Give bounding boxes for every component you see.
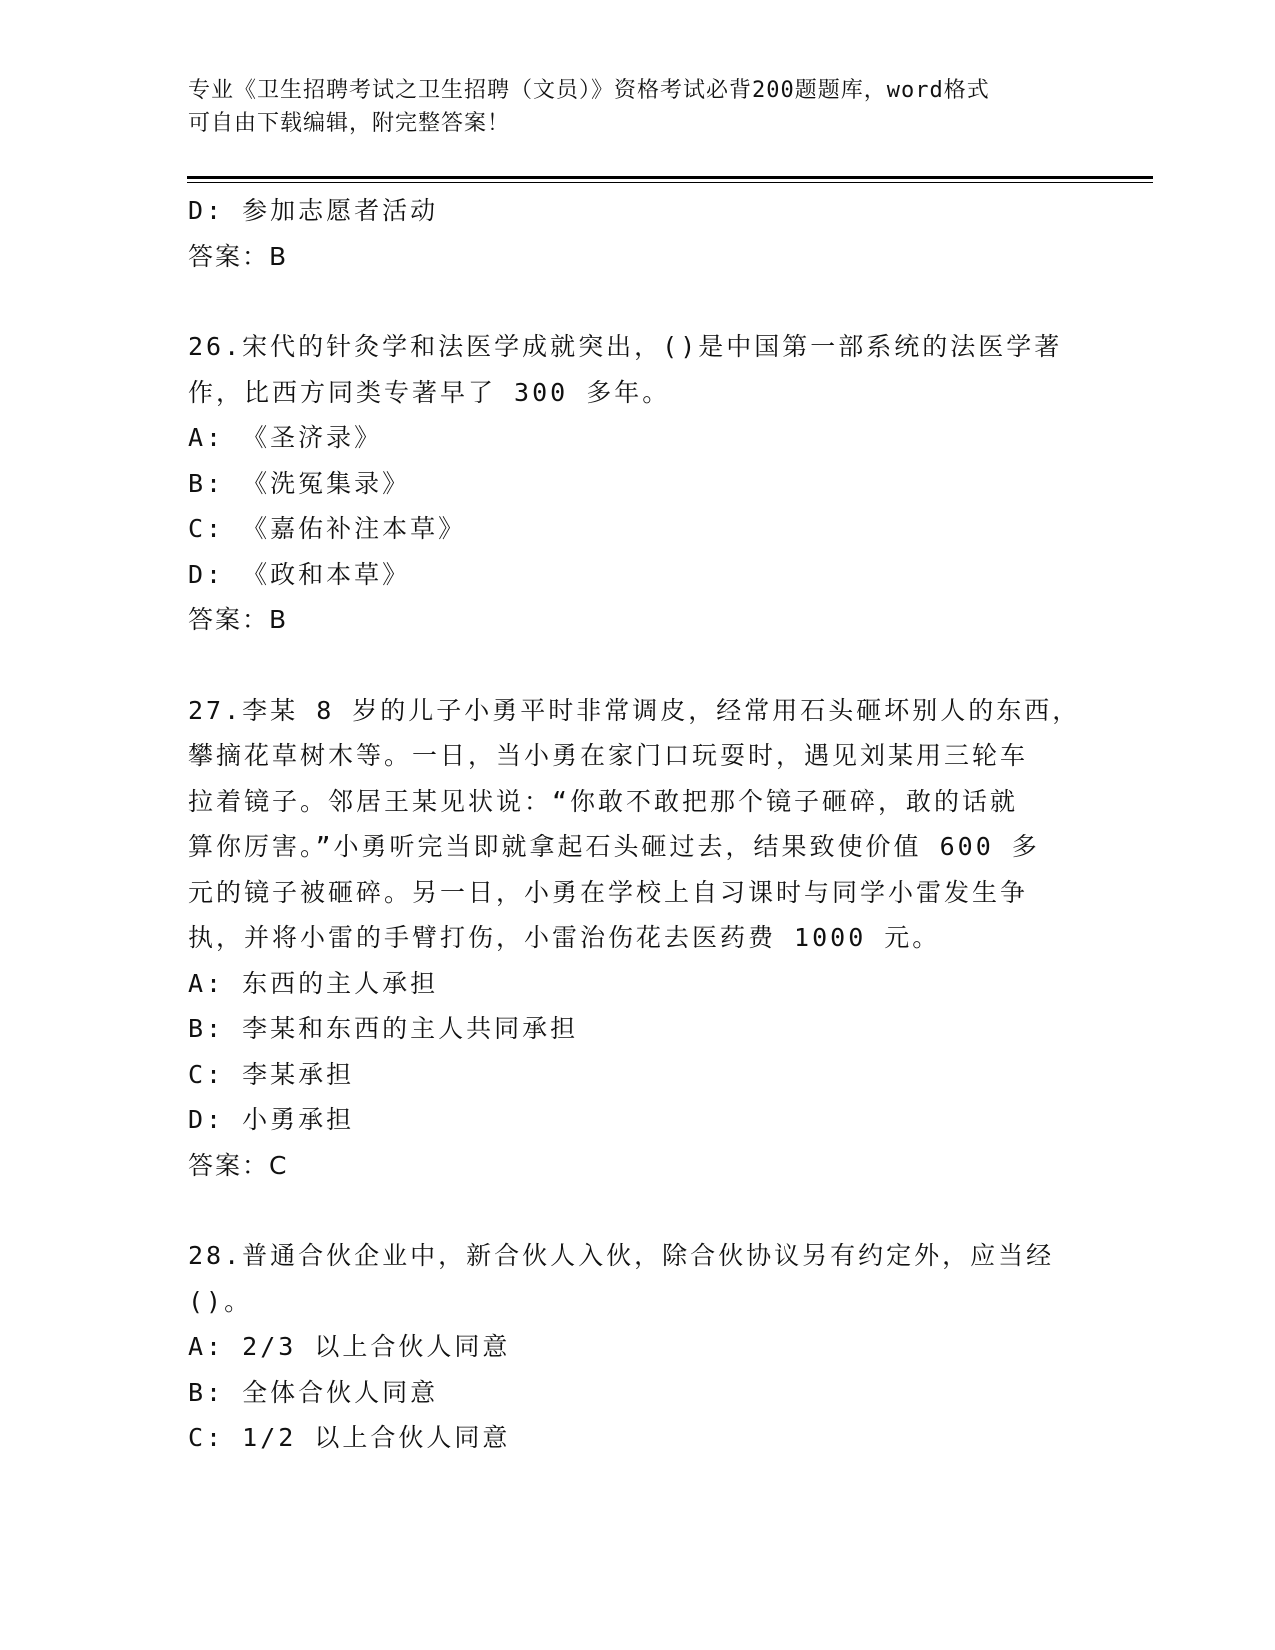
header-rule-thin (187, 182, 1153, 183)
spacer (188, 1188, 1088, 1233)
question-list (188, 188, 1088, 1461)
prev-answer: 答案：B (188, 241, 289, 271)
spacer (188, 279, 1088, 324)
option-b: B: 《洗冤集录》 (188, 468, 411, 498)
question-text-line: 作，比西方同类专著早了 300 多年。 (188, 377, 671, 407)
question-text-line: 28.普通合伙企业中，新合伙人入伙，除合伙协议另有约定外，应当经 (188, 1241, 1055, 1270)
prev-option-d: D: 参加志愿者活动 (188, 196, 439, 225)
question-text-line: 算你厉害。”小勇听完当即就拿起石头砸过去，结果致使价值 600 多 (188, 832, 1040, 861)
option-a: A: 《圣济录》 (188, 423, 383, 452)
question-27 (188, 688, 1088, 1189)
option-c: C: 《嘉佑补注本草》 (188, 514, 467, 543)
option-b: B: 李某和东西的主人共同承担 (188, 1014, 579, 1043)
question-28 (188, 1233, 1088, 1461)
question-text-line: 攀摘花草树木等。一日，当小勇在家门口玩耍时，遇见刘某用三轮车 (188, 741, 1029, 770)
option-c: C: 1/2 以上合伙人同意 (188, 1423, 511, 1452)
question-text-line: 26.宋代的针灸学和法医学成就突出，()是中国第一部系统的法医学著 (188, 332, 1063, 361)
option-d: D: 小勇承担 (188, 1105, 355, 1134)
option-a: A: 东西的主人承担 (188, 968, 439, 998)
option-c: C: 李某承担 (188, 1059, 355, 1089)
header-title-line-1: 专业《卫生招聘考试之卫生招聘（文员）》资格考试必背200题题库，word格式 (188, 78, 990, 103)
spacer (188, 643, 1088, 688)
question-26 (188, 324, 1088, 643)
answer: 答案：B (188, 605, 289, 634)
answer: 答案：C (188, 1150, 289, 1180)
document-header (188, 74, 1078, 140)
question-text-line: 拉着镜子。邻居王某见状说：“你敢不敢把那个镜子砸碎，敢的话就 (188, 786, 1019, 816)
question-text-line: 27.李某 8 岁的儿子小勇平时非常调皮，经常用石头砸坏别人的东西， (188, 695, 1081, 725)
option-b: B: 全体合伙人同意 (188, 1377, 439, 1407)
option-a: A: 2/3 以上合伙人同意 (188, 1332, 511, 1361)
header-rule-thick (187, 176, 1153, 179)
option-d: D: 《政和本草》 (188, 559, 411, 589)
header-title-line-2: 可自由下载编辑，附完整答案！ (188, 111, 511, 136)
question-text-line: 执，并将小雷的手臂打伤，小雷治伤花去医药费 1000 元。 (188, 923, 941, 952)
question-text-line: ()。 (188, 1286, 253, 1316)
question-text-line: 元的镜子被砸碎。另一日，小勇在学校上自习课时与同学小雷发生争 (188, 877, 1029, 907)
